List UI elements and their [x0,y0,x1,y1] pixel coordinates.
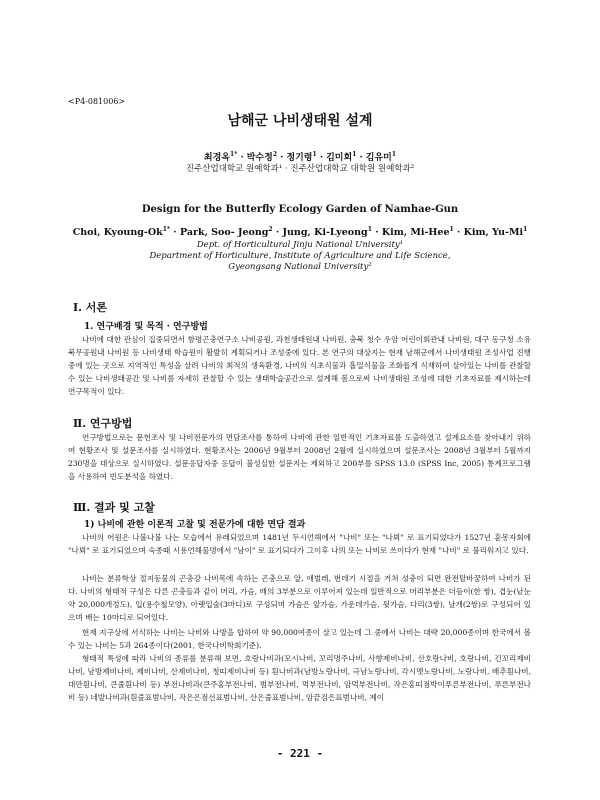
author-ko: 김미희 [326,153,353,163]
paragraph-results-4: 형태적 특성에 따라 나비의 종류를 분류해 보면, 호랑나비과(모시나비, 꼬리명주나비, 사향제비나비, 산호랑나비, 호랑나비, 긴꼬리제비나비, 남방제비나비, 제비나비, 산제비나비, 청띠제비나비 등) 흰나비과(남방노랑나비, 극남노랑나비, 각시멧노랑나비, 노랑나비, 배추흰나비, 대만흰나비, 큰줄흰나비 등) 부전나비과(큰주홍부전나비, 범부전나비, 먹부전나비, 암먹부전나비, 작은홍띠점박이푸른부전나비, 푸른부전나비 등) 네발나비과(흰줄표범나비, 작은은점선표범나비, 산은줄표범나비, 암끝검은표범나비, 제이 [68,654,531,702]
author-en: Kim, Mi-Hee [381,227,450,239]
page-number: - 221 - [276,747,324,760]
title-korean: 남해군 나비생태원 설계 [227,113,373,129]
authors-korean: 최경옥$^{1*}$ · 박수정$^2$ · 정기령$^1$ · 김미희$^1$ · 김유미$^1$ [203,151,397,163]
affiliation-line: Gyeongsang National University² [228,262,372,272]
author-en: Jung, Ki-Lyeong [282,227,368,239]
paragraph-results-2: 나비는 분류학상 절지동물의 곤충강 나비목에 속하는 곤충으로 알, 애벌레, 번데기 시절을 거쳐 성충이 되면 완전탈바꿈하여 나비가 된다. 나비의 형태적 구성은 다른 곤충들과 같이 머리, 가슴, 배의 3부분으로 이루어져 있는데 일반적으로 머리부분은 더듬이(한 쌍), 겹눈(낱눈 약 20,000개정도), 입(용수철모양), 아랫입술(3마디)로 구성되며 가슴은 앞가슴, 가운데가슴, 뒷가슴, 다리(3쌍), 날개(2쌍)로 구성되어 있으며 배는 10마디로 되어있다. [68,574,531,622]
section-heading-intro: Ⅰ. 서론 [73,301,108,314]
section-heading-methods: Ⅱ. 연구방법 [73,417,133,430]
title-english: Design for the Butterfly Ecology Garden of Namhae-Gun [141,204,459,215]
author-en: Park, Soo- Jeong [179,227,269,239]
subsection-heading-theory: 1) 나비에 관한 이론적 고찰 및 전문가에 대한 면담 결과 [84,520,306,530]
subsection-heading-background: 1. 연구배경 및 목적 · 연구방법 [84,322,208,332]
affiliation-korean: 진주산업대학교 원예학과¹ · 진주산업대학교 대학원 원예학과² [185,164,415,174]
section-heading-results: Ⅲ. 결과 및 고찰 [73,501,155,514]
author-en: Kim, Yu-Mi [463,227,524,239]
affiliation-line: Department of Horticulture, Institute of Agriculture and Life Science, [149,251,451,261]
author-ko: 최경옥 [203,153,231,163]
author-ko: 정기령 [286,153,313,163]
affiliation-english [0,240,600,273]
paragraph-results-3: 현재 지구상에 서식하는 나비는 나비와 나방을 합하여 약 90,000여종이 살고 있는데 그 중에서 나비는 대략 20,000종이며 한국에서 볼 수 있는 나비는 5과 264종이다(2001, 한국나비학회기준). [68,628,531,650]
authors-english: Choi, Kyoung-$Ok^{1*}$ · Park, Soo- Jeong$^2$ · Jung, Ki-Lyeong$^1$ · Kim, Mi-Hee$^1$ · Kim, Yu-Mi$^1$ [72,226,528,239]
author-ko: 김유미 [365,153,392,163]
affiliation-line: Dept. of Horticultural Jinju National University¹ [196,240,404,250]
paragraph-intro: 나비에 대한 관심이 집중되면서 함평곤충연구소 나비공원, 과천생태원내 나비원, 충북 청수 우암 어린이회관내 나비원, 대구 동구청 소유 북무공원내 나비원 등 나비생태 학습원이 활발히 계획되거나 조성중에 있다. 본 연구의 대상지는 현재 남해군에서 나비생태원 조성사업 진행중에 있는 곳으로 지역적인 특성을 살려 나비의 최적의 생육환경, 나비의 식초식물과 흡밀식물을 조화롭게 식재하여 살아있는 나비를 관찰할 수 있는 나비생태공간 및 나비를 자세히 관찰할 수 있는 생태학습공간으로 설계해 봄으로써 나비생태원 조성에 대한 기초자료를 제시하는데 연구목적이 있다. [68,335,531,396]
author-en: Choi, Kyoung-Ok [72,227,163,239]
paper-code: <P4-081006> [68,97,126,106]
paragraph-methods: 연구방법으로는 문헌조사 및 나비전문가의 면담조사를 통하여 나비에 관한 일반적인 기초자료를 도출하였고 설계요소를 찾아내기 위하여 현황조사 및 설문조사를 실시하였다. 현황조사는 2006년 9월부터 2008년 2월에 실시하였으며 설문조사는 2008년 3월부터 5월까지 230명을 대상으로 실시하였다. 설문응답자중 응답이 불성실한 설문지는 제외하고 200부를 SPSS 13.0 (SPSS Inc, 2005) 통계프로그램을 사용하여 빈도분석을 하였다. [68,433,531,481]
author-ko: 박수정 [246,153,273,163]
paragraph-results-1: 나비의 어원은 나불나불 나는 모습에서 유래되었으며 1481년 두시언해에서 "나비" 또는 "나뵈" 로 표기되었다가 1527년 훈몽자회에 "나뵈" 로 표기되었으며 숙종때 시용언해물명에서 "남이" 로 표기되다가 그이후 나븨 또는 나비로 쓰이다가 현재 "나비" 로 불리워지고 있다. [68,533,531,555]
